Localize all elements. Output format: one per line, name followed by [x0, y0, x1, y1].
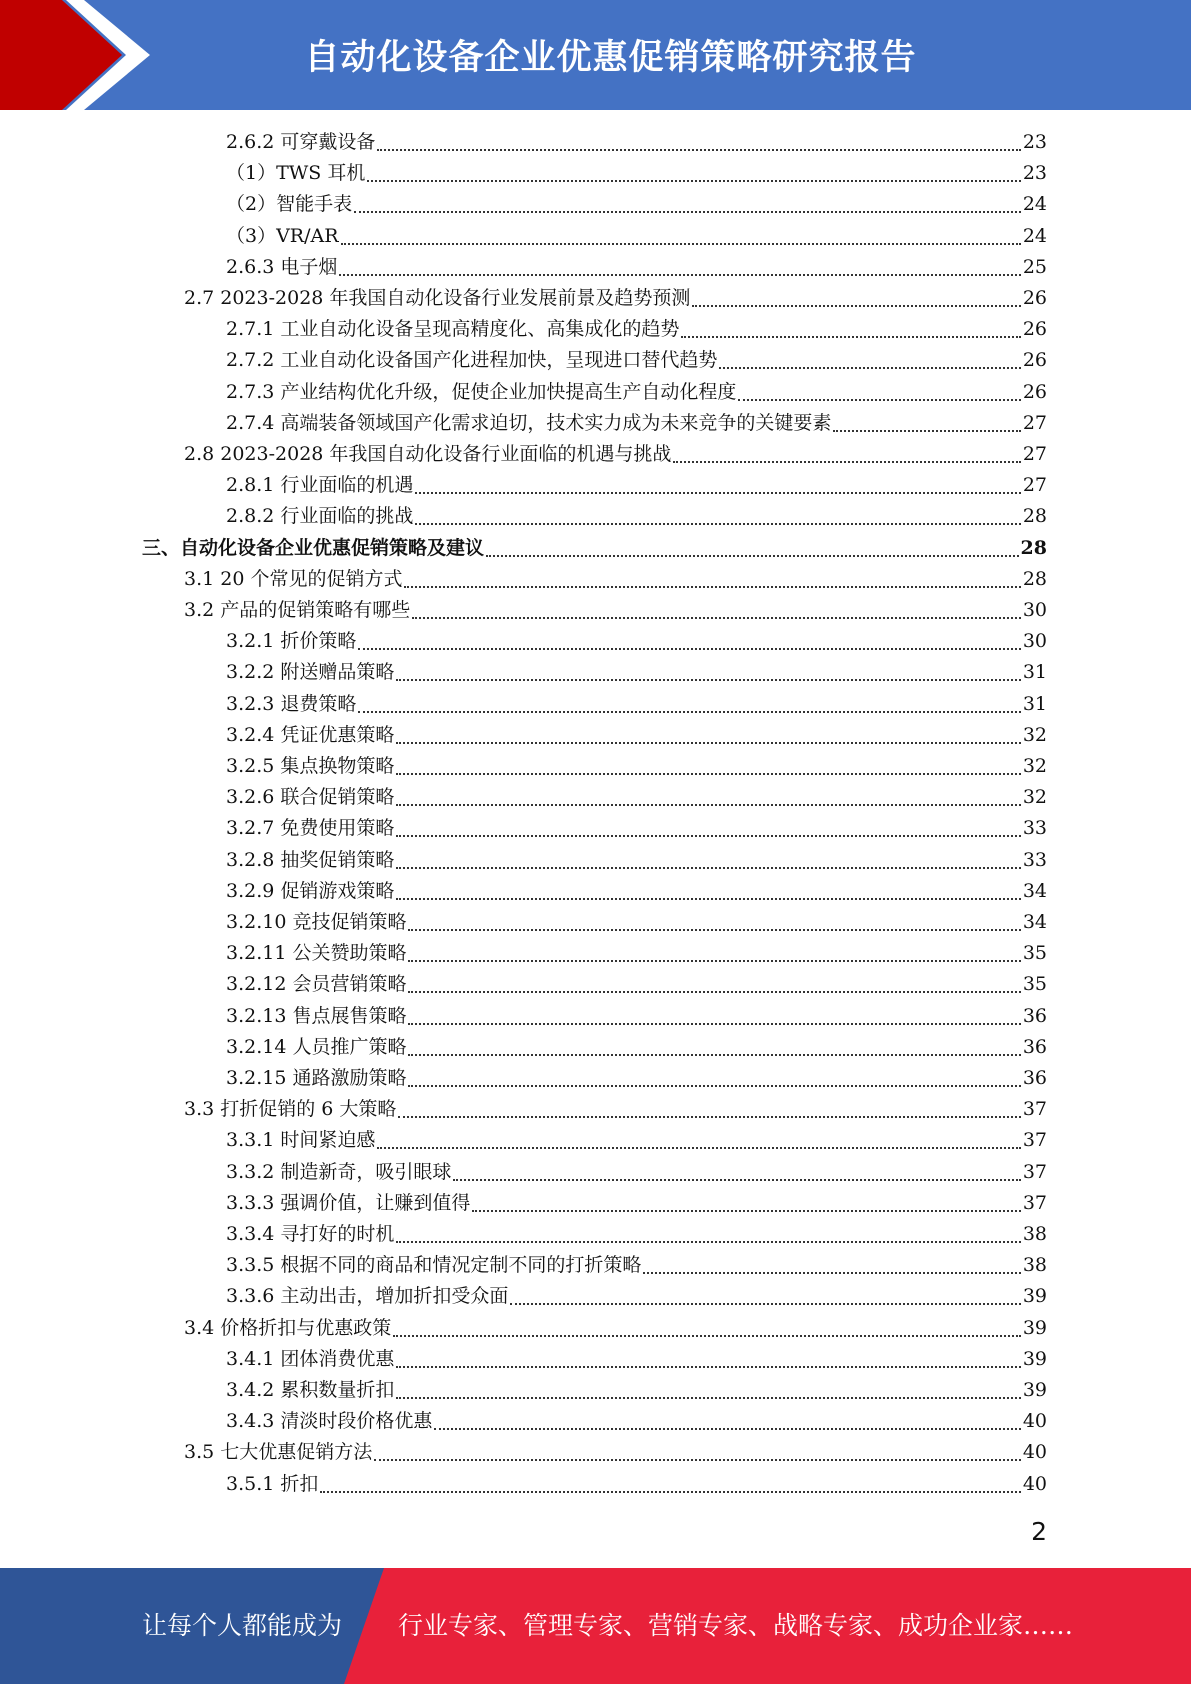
toc-dot-leader	[643, 1272, 1020, 1274]
toc-dot-leader	[472, 1210, 1020, 1212]
toc-entry-title: 3.2.14 人员推广策略	[226, 1036, 407, 1058]
toc-entry-title: 3.4.3 清淡时段价格优惠	[226, 1410, 433, 1432]
toc-dot-leader	[396, 1397, 1020, 1399]
toc-dot-leader	[320, 1491, 1020, 1493]
toc-entry-page: 37	[1022, 1192, 1047, 1214]
toc-entry[interactable]	[226, 813, 1047, 844]
toc-entry-page: 39	[1022, 1317, 1047, 1339]
toc-dot-leader	[396, 1241, 1020, 1243]
toc-entry-title: （3）VR/AR	[226, 225, 339, 247]
toc-entry-title: 2.7.3 产业结构优化升级，促使企业加快提高生产自动化程度	[226, 381, 737, 403]
toc-dot-leader	[681, 336, 1020, 338]
toc-entry-page: 40	[1022, 1410, 1047, 1432]
toc-entry[interactable]	[226, 720, 1047, 751]
toc-entry-title: 3.3.3 强调价值，让赚到值得	[226, 1192, 471, 1214]
toc-dot-leader	[408, 1023, 1020, 1025]
toc-entry-page: 37	[1022, 1098, 1047, 1120]
toc-entry-page: 32	[1022, 755, 1047, 777]
toc-entry[interactable]	[184, 439, 1047, 470]
toc-entry-page: 26	[1022, 381, 1047, 403]
toc-entry-title: 2.8.2 行业面临的挑战	[226, 505, 414, 527]
toc-dot-leader	[408, 1054, 1020, 1056]
toc-entry-page: 30	[1022, 630, 1047, 652]
toc-entry-title: 3.3.4 寻打好的时机	[226, 1223, 395, 1245]
toc-entry[interactable]	[184, 1437, 1047, 1468]
toc-entry[interactable]	[226, 938, 1047, 969]
toc-entry-page: 24	[1022, 193, 1047, 215]
toc-entry-title: 3.2.11 公关赞助策略	[226, 942, 407, 964]
toc-entry[interactable]	[226, 127, 1047, 158]
toc-entry[interactable]	[226, 1001, 1047, 1032]
toc-entry-page: 37	[1022, 1161, 1047, 1183]
toc-entry-page: 34	[1022, 880, 1047, 902]
toc-dot-leader	[412, 617, 1021, 619]
toc-dot-leader	[692, 305, 1020, 307]
toc-entry[interactable]	[226, 1157, 1047, 1188]
toc-entry-title: 3.2.2 附送赠品策略	[226, 661, 395, 683]
toc-entry[interactable]	[184, 1313, 1047, 1344]
toc-entry[interactable]	[226, 377, 1047, 408]
toc-entry-page: 32	[1022, 786, 1047, 808]
toc-entry[interactable]	[226, 907, 1047, 938]
toc-entry[interactable]	[226, 845, 1047, 876]
toc-entry[interactable]	[226, 314, 1047, 345]
toc-entry-page: 26	[1022, 287, 1047, 309]
toc-dot-leader	[673, 461, 1020, 463]
toc-entry-title: 3.2.1 折价策略	[226, 630, 357, 652]
header-arrow-decoration	[0, 0, 160, 110]
toc-dot-leader	[367, 180, 1020, 182]
toc-entry[interactable]	[226, 1375, 1047, 1406]
toc-entry-title: 3.4.2 累积数量折扣	[226, 1379, 395, 1401]
toc-dot-leader	[408, 991, 1020, 993]
toc-entry[interactable]	[226, 1219, 1047, 1250]
toc-dot-leader	[398, 1116, 1020, 1118]
toc-entry-page: 35	[1022, 942, 1047, 964]
toc-entry-page: 40	[1022, 1473, 1047, 1495]
toc-entry-title: 3.2.12 会员营销策略	[226, 973, 407, 995]
toc-entry-title: 2.6.2 可穿戴设备	[226, 131, 376, 153]
toc-entry-page: 27	[1022, 474, 1047, 496]
toc-dot-leader	[453, 1179, 1020, 1181]
toc-entry[interactable]	[184, 595, 1047, 626]
toc-entry-title: （2）智能手表	[226, 193, 353, 215]
toc-entry-page: 32	[1022, 724, 1047, 746]
footer-slogan-left: 让每个人都能成为	[142, 1611, 343, 1640]
toc-dot-leader	[358, 648, 1020, 650]
toc-entry[interactable]	[226, 345, 1047, 376]
toc-entry[interactable]	[226, 751, 1047, 782]
footer-slogan-right: 行业专家、管理专家、营销专家、战略专家、成功企业家……	[398, 1611, 1074, 1640]
toc-dot-leader	[374, 1459, 1021, 1461]
toc-entry-page: 39	[1022, 1348, 1047, 1370]
toc-entry-page: 36	[1022, 1067, 1047, 1089]
toc-entry-page: 35	[1022, 973, 1047, 995]
toc-dot-leader	[396, 773, 1020, 775]
toc-entry[interactable]	[226, 1250, 1047, 1281]
toc-entry[interactable]	[226, 1281, 1047, 1312]
toc-entry[interactable]	[226, 221, 1047, 252]
toc-dot-leader	[396, 1366, 1020, 1368]
toc-entry-page: 36	[1022, 1036, 1047, 1058]
toc-dot-leader	[358, 711, 1020, 713]
toc-entry-page: 30	[1022, 599, 1047, 621]
toc-dot-leader	[833, 430, 1020, 432]
toc-entry-page: 37	[1022, 1129, 1047, 1151]
toc-entry-title: 3.2.13 售点展售策略	[226, 1005, 407, 1027]
toc-entry[interactable]	[226, 252, 1047, 283]
toc-dot-leader	[377, 149, 1020, 151]
toc-entry-page: 38	[1022, 1254, 1047, 1276]
toc-entry-page: 27	[1022, 412, 1047, 434]
toc-entry-title: （1）TWS 耳机	[226, 162, 366, 184]
toc-dot-leader	[339, 274, 1020, 276]
toc-entry[interactable]	[226, 1188, 1047, 1219]
toc-entry-page: 36	[1022, 1005, 1047, 1027]
toc-dot-leader	[393, 1335, 1021, 1337]
toc-entry-title: 3.4 价格折扣与优惠政策	[184, 1317, 392, 1339]
toc-entry-title: 3.2.6 联合促销策略	[226, 786, 395, 808]
toc-dot-leader	[719, 367, 1020, 369]
toc-entry-title: 3.2.15 通路激励策略	[226, 1067, 407, 1089]
toc-entry-page: 31	[1022, 661, 1047, 683]
toc-entry[interactable]	[226, 1063, 1047, 1094]
toc-entry-page: 38	[1022, 1223, 1047, 1245]
toc-entry-page: 28	[1020, 537, 1047, 559]
toc-entry-title: 3.3.2 制造新奇，吸引眼球	[226, 1161, 452, 1183]
toc-entry-title: 3.2.8 抽奖促销策略	[226, 849, 395, 871]
toc-entry-page: 24	[1022, 225, 1047, 247]
toc-entry[interactable]	[226, 657, 1047, 688]
toc-entry-page: 31	[1022, 693, 1047, 715]
toc-entry[interactable]	[226, 1125, 1047, 1156]
toc-entry[interactable]	[226, 501, 1047, 532]
toc-entry-title: 3.3.6 主动出击，增加折扣受众面	[226, 1285, 509, 1307]
toc-dot-leader	[415, 492, 1020, 494]
toc-entry[interactable]	[226, 876, 1047, 907]
toc-entry-title: 3.1 20 个常见的促销方式	[184, 568, 403, 590]
toc-entry-page: 40	[1022, 1441, 1047, 1463]
toc-entry-title: 3.2.3 退费策略	[226, 693, 357, 715]
toc-entry-page: 26	[1022, 318, 1047, 340]
toc-entry-title: 2.8 2023-2028 年我国自动化设备行业面临的机遇与挑战	[184, 443, 672, 465]
toc-dot-leader	[434, 1428, 1020, 1430]
toc-entry-title: 3.5 七大优惠促销方法	[184, 1441, 373, 1463]
toc-entry-title: 2.7.1 工业自动化设备呈现高精度化、高集成化的趋势	[226, 318, 680, 340]
toc-dot-leader	[408, 960, 1020, 962]
toc-entry[interactable]	[226, 158, 1047, 189]
toc-entry-title: 3.3.5 根据不同的商品和情况定制不同的打折策略	[226, 1254, 642, 1276]
toc-entry[interactable]	[226, 1406, 1047, 1437]
toc-entry[interactable]	[226, 1344, 1047, 1375]
toc-entry-page: 33	[1022, 817, 1047, 839]
toc-entry-page: 28	[1022, 505, 1047, 527]
toc-entry-title: 3.3 打折促销的 6 大策略	[184, 1098, 397, 1120]
toc-entry-page: 26	[1022, 349, 1047, 371]
toc-entry-title: 2.6.3 电子烟	[226, 256, 338, 278]
toc-entry[interactable]	[226, 782, 1047, 813]
toc-dot-leader	[396, 867, 1020, 869]
toc-entry[interactable]	[184, 1094, 1047, 1125]
toc-entry-page: 23	[1022, 131, 1047, 153]
toc-dot-leader	[510, 1303, 1020, 1305]
toc-dot-leader	[408, 929, 1020, 931]
toc-entry-title: 2.7 2023-2028 年我国自动化设备行业发展前景及趋势预测	[184, 287, 691, 309]
toc-entry-title: 2.8.1 行业面临的机遇	[226, 474, 414, 496]
toc-entry-title: 2.7.2 工业自动化设备国产化进程加快，呈现进口替代趋势	[226, 349, 718, 371]
toc-entry-page: 39	[1022, 1285, 1047, 1307]
toc-entry-page: 28	[1022, 568, 1047, 590]
toc-entry-page: 39	[1022, 1379, 1047, 1401]
toc-entry-title: 3.2.4 凭证优惠策略	[226, 724, 395, 746]
toc-entry[interactable]	[226, 189, 1047, 220]
toc-dot-leader	[486, 555, 1019, 557]
toc-entry-title: 3.2 产品的促销策略有哪些	[184, 599, 411, 621]
toc-entry-title: 3.2.9 促销游戏策略	[226, 880, 395, 902]
toc-entry-title: 三、自动化设备企业优惠促销策略及建议	[142, 537, 485, 559]
toc-dot-leader	[377, 1147, 1020, 1149]
page-number: 2	[1031, 1517, 1047, 1546]
toc-dot-leader	[396, 898, 1020, 900]
toc-entry-page: 33	[1022, 849, 1047, 871]
toc-entry-title: 3.2.5 集点换物策略	[226, 755, 395, 777]
toc-entry-title: 2.7.4 高端装备领域国产化需求迫切，技术实力成为未来竞争的关键要素	[226, 412, 832, 434]
toc-dot-leader	[415, 523, 1020, 525]
toc-entry[interactable]	[184, 564, 1047, 595]
toc-entry-title: 3.2.7 免费使用策略	[226, 817, 395, 839]
toc-dot-leader	[341, 243, 1021, 245]
toc-dot-leader	[396, 835, 1020, 837]
toc-dot-leader	[396, 742, 1020, 744]
toc-dot-leader	[738, 399, 1020, 401]
toc-entry[interactable]	[226, 408, 1047, 439]
toc-entry-title: 3.3.1 时间紧迫感	[226, 1129, 376, 1151]
page-footer	[0, 1568, 1191, 1684]
toc-entry-page: 27	[1022, 443, 1047, 465]
toc-entry[interactable]	[226, 689, 1047, 720]
toc-dot-leader	[354, 211, 1021, 213]
toc-entry[interactable]	[226, 626, 1047, 657]
toc-entry-page: 25	[1022, 256, 1047, 278]
toc-entry[interactable]	[226, 1469, 1047, 1500]
toc-entry[interactable]	[226, 969, 1047, 1000]
toc-entry-page: 23	[1022, 162, 1047, 184]
toc-entry[interactable]	[226, 1032, 1047, 1063]
toc-dot-leader	[396, 679, 1020, 681]
report-header	[0, 0, 1191, 110]
toc-dot-leader	[404, 586, 1020, 588]
toc-dot-leader	[408, 1085, 1020, 1087]
toc-entry[interactable]	[142, 533, 1047, 564]
toc-entry-page: 34	[1022, 911, 1047, 933]
report-title: 自动化设备企业优惠促销策略研究报告	[304, 38, 917, 78]
toc-entry[interactable]	[226, 470, 1047, 501]
toc-entry-title: 3.2.10 竞技促销策略	[226, 911, 407, 933]
toc-entry-title: 3.5.1 折扣	[226, 1473, 319, 1495]
toc-entry[interactable]	[184, 283, 1047, 314]
toc-entry-title: 3.4.1 团体消费优惠	[226, 1348, 395, 1370]
toc-dot-leader	[396, 804, 1020, 806]
